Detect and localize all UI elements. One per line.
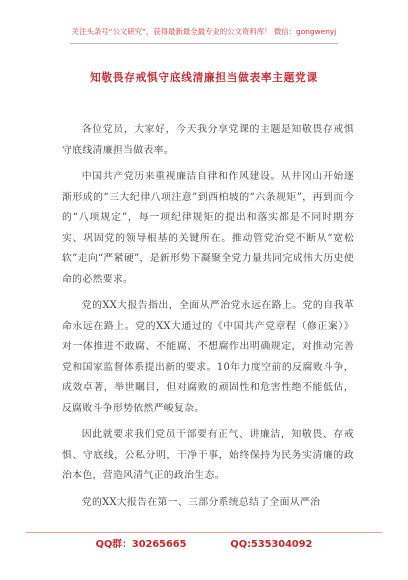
paragraph-1: 各位党员，大家好，今天我分享党课的主题是知敬畏存戒惧守底线清廉担当做表率。 [62, 124, 354, 156]
document-body [62, 120, 354, 519]
footer-qq: QQ:535304092 [230, 539, 313, 550]
header-promo-note: 关注头条号“公文研究”，获得最新最全最专业的公文资料库！ 微信：gongwenyj [71, 27, 337, 36]
paragraph-3: 党的XX大报告指出，全面从严治党永远在路上。党的自我革命永远在路上。党的XX大通过的《中国共产党章程（修正案）》对一体推进不敢腐、不能腐、不想腐作出明确规定，对推动完善党和国家监督体系提出新的要求。10年力度空前的反腐败斗争，成效卓著，举世瞩目，但对腐败的顽固性和危害性绝不能低估，反腐败斗争形势依然严峻复杂。 [62, 300, 354, 414]
paragraph-2: 中国共产党历来重视廉洁自律和作风建设。从井冈山开始逐渐形成的“三大纪律八项注意”到西柏坡的“六条规矩”，再到而今的“八项规定”，每一项纪律规矩的提出和落实都是不同时期夯实、巩固党的领导根基的关键所在。推动管党治党不断从“宽松软”走向“严紧硬”，是新形势下凝聚全党力量共同完成伟大历史使命的必然要求。 [62, 171, 354, 285]
footer-contact [0, 536, 408, 550]
paragraph-5: 党的XX大报告在第一、三部分系统总结了全面从严治 [81, 496, 321, 508]
header-divider [70, 43, 338, 44]
footer-divider [26, 532, 382, 533]
paragraph-4: 因此就要求我们党员干部要有正气、讲廉洁，知敬畏、存戒惧、守底线，公私分明，干净干事，始终保持为民务实清廉的政治本色，营造风清气正的政治生态。 [62, 429, 354, 481]
footer-qq-group: QQ群：30265665 [95, 539, 187, 550]
document-title: 知敬畏存戒惧守底线清廉担当做表率主题党课 [90, 72, 318, 84]
